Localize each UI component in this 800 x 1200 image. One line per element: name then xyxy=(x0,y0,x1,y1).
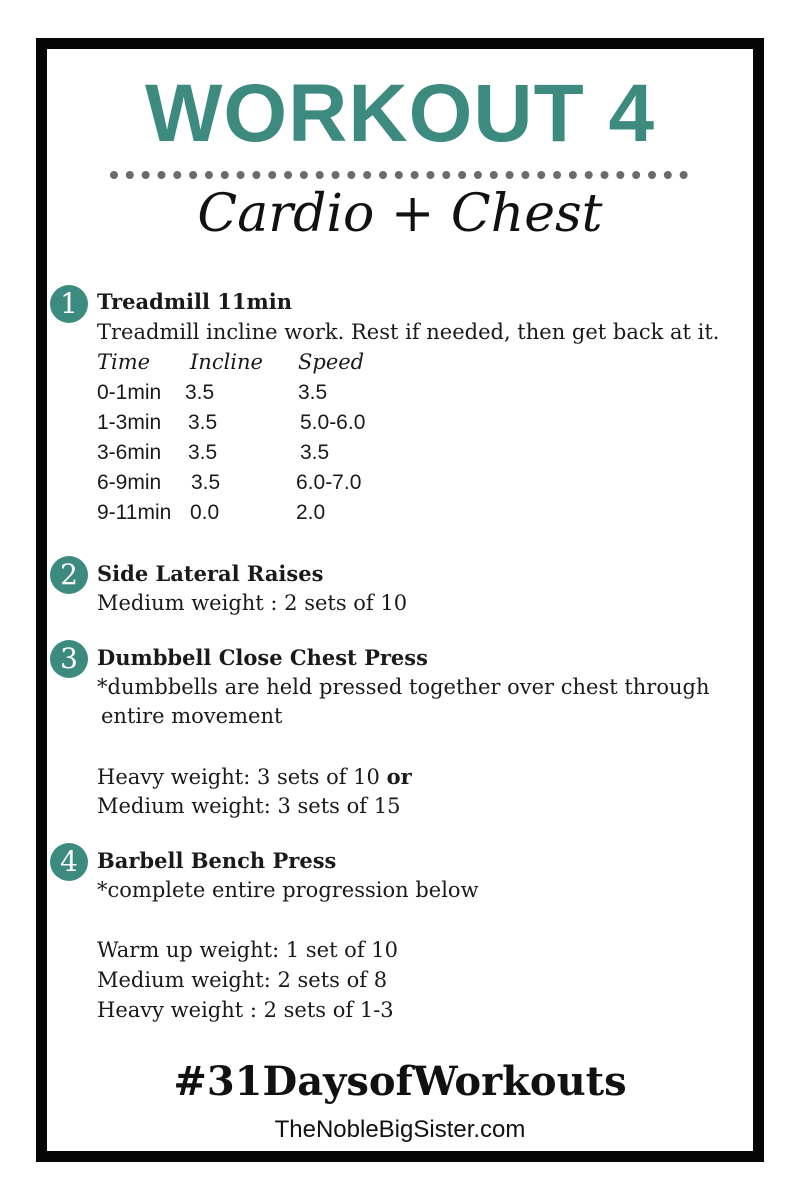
exercise-heading: Barbell Bench Press xyxy=(97,848,337,873)
exercise-option: Medium weight: 3 sets of 15 xyxy=(97,794,401,818)
exercise-note: *dumbbells are held pressed together over chest through xyxy=(97,675,710,699)
table-cell: 5.0-6.0 xyxy=(300,411,366,434)
table-header-incline: Incline xyxy=(190,350,263,374)
table-cell: 3.5 xyxy=(188,441,218,464)
website-link[interactable]: TheNobleBigSister.com xyxy=(274,1116,526,1143)
table-cell: 9-11min xyxy=(97,501,172,524)
table-cell: 1-3min xyxy=(97,411,162,434)
dotted-divider xyxy=(110,171,688,179)
table-cell: 6-9min xyxy=(97,471,162,494)
page-title: WORKOUT 4 xyxy=(144,68,656,159)
table-cell: 3.5 xyxy=(185,381,215,404)
exercise-line: Warm up weight: 1 set of 10 xyxy=(97,938,398,962)
step-number-badge: 1 xyxy=(50,285,88,323)
table-cell: 0-1min xyxy=(97,381,162,404)
table-cell: 6.0-7.0 xyxy=(296,471,362,494)
table-cell: 3.5 xyxy=(191,471,221,494)
exercise-line: Heavy weight : 2 sets of 1-3 xyxy=(97,998,394,1022)
table-cell: 3.5 xyxy=(188,411,218,434)
exercise-note: *complete entire progression below xyxy=(97,878,479,902)
exercise-heading: Treadmill 11min xyxy=(97,289,292,314)
exercise-option xyxy=(97,766,412,788)
table-cell: 3.5 xyxy=(300,441,330,464)
exercise-note-continued: entire movement xyxy=(101,704,283,728)
exercise-description: Treadmill incline work. Rest if needed, then get back at it. xyxy=(97,320,720,344)
table-cell: 3-6min xyxy=(97,441,162,464)
hashtag: #31DaysofWorkouts xyxy=(173,1058,627,1105)
table-cell: 2.0 xyxy=(296,501,326,524)
option-text: Heavy weight: 3 sets of 10 xyxy=(97,765,380,789)
table-header-time: Time xyxy=(97,350,151,374)
option-join: or xyxy=(386,764,412,789)
exercise-line: Medium weight : 2 sets of 10 xyxy=(97,591,408,615)
exercise-line: Medium weight: 2 sets of 8 xyxy=(97,968,388,992)
table-cell: 0.0 xyxy=(190,501,220,524)
step-number-badge: 4 xyxy=(50,843,88,881)
exercise-heading: Side Lateral Raises xyxy=(97,561,324,586)
table-cell: 3.5 xyxy=(298,381,328,404)
table-header-speed: Speed xyxy=(298,350,365,374)
step-number-badge: 2 xyxy=(50,556,88,594)
exercise-heading: Dumbbell Close Chest Press xyxy=(97,645,428,670)
page-subtitle: Cardio + Chest xyxy=(197,184,603,244)
step-number-badge: 3 xyxy=(50,640,88,678)
